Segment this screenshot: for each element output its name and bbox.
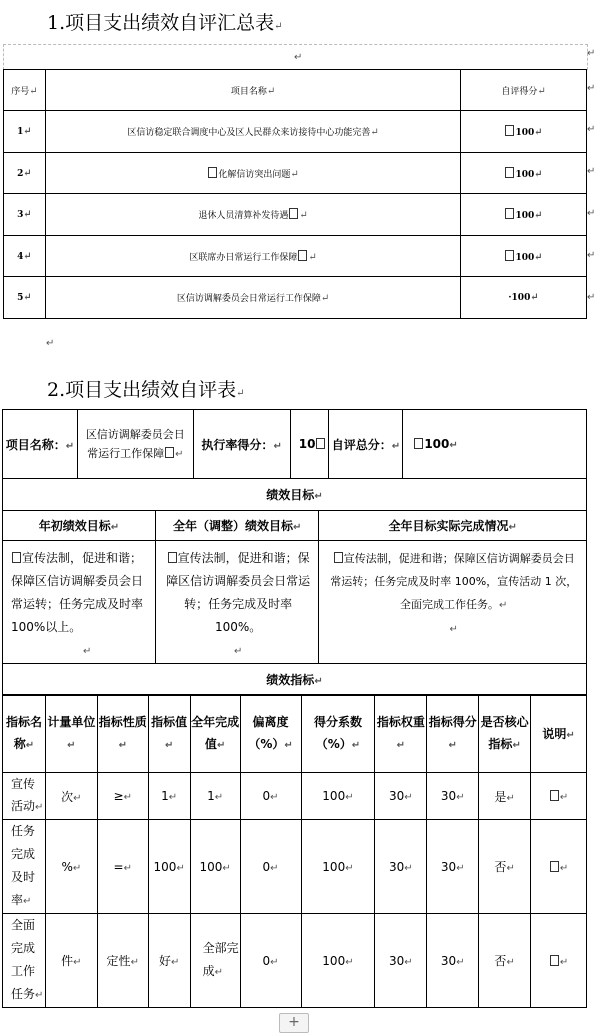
indicators-table: [2, 694, 587, 1008]
add-row-button[interactable]: +: [279, 1013, 309, 1033]
project-info-row: [3, 410, 587, 479]
exec-score-value: 10: [290, 410, 329, 479]
checkbox-icon: [550, 955, 559, 966]
project-name-value: 区信访调解委员会日常运行工作保障 ↵: [77, 410, 193, 479]
goals-content-row: [3, 541, 587, 664]
checkbox-icon: [289, 208, 298, 219]
indicator-header-row: [3, 695, 587, 773]
header-actual: 全年完成值↵: [190, 695, 240, 773]
row-end-mark: ↵: [587, 83, 595, 94]
checkbox-icon: [12, 552, 21, 563]
total-score-label: 自评总分：↵: [329, 410, 403, 479]
project-name-label: 项目名称：↵: [3, 410, 78, 479]
checkbox-icon: [316, 438, 325, 449]
table-row: 4↵ 区联席办日常运行工作保障 ↵ 100↵: [4, 236, 587, 277]
checkbox-icon: [505, 208, 514, 219]
goals-header-row: [3, 511, 587, 541]
checkbox-icon: [334, 552, 343, 563]
header-unit: 计量单位↵: [45, 695, 97, 773]
paragraph-mark: ↵: [46, 338, 55, 349]
checkbox-icon: [165, 447, 174, 458]
checkbox-icon: [168, 552, 177, 563]
table-row: 任务完成及时率↵ %↵ =↵ 100↵ 100↵ 0↵ 100↵ 30↵ 30↵ 否↵ ↵: [3, 820, 587, 914]
header-name: 项目名称↵: [45, 70, 460, 111]
row-end-mark: ↵: [587, 292, 595, 303]
header-nature: 指标性质↵: [97, 695, 148, 773]
goal-header-initial: 年初绩效目标↵: [3, 511, 156, 541]
checkbox-icon: [505, 167, 514, 178]
header-coefficient: 得分系数（%）↵: [301, 695, 375, 773]
checkbox-icon: [208, 167, 217, 178]
row-end-mark: ↵: [587, 166, 595, 177]
checkbox-icon: [505, 250, 514, 261]
header-seq: 序号↵: [4, 70, 46, 111]
row-end-mark: ↵: [587, 48, 595, 59]
self-eval-table: [2, 409, 587, 696]
summary-table: [3, 69, 587, 319]
table-row: 5↵ 区信访调解委员会日常运行工作保障↵ ·100↵: [4, 277, 587, 319]
checkbox-icon: [505, 125, 514, 136]
table-row: 宣传活动↵ 次↵ ≥↵ 1↵ 1↵ 0↵ 100↵ 30↵ 30↵ 是↵ ↵: [3, 773, 587, 820]
header-deviation: 偏离度（%）↵: [240, 695, 301, 773]
row-end-mark: ↵: [587, 124, 595, 135]
header-target: 指标值↵: [148, 695, 190, 773]
goal-header-adjusted: 全年（调整）绩效目标↵: [155, 511, 319, 541]
header-score: 指标得分↵: [427, 695, 479, 773]
header-note: 说明↵: [531, 695, 587, 773]
paragraph-frame: ↵: [3, 44, 588, 70]
exec-score-label: 执行率得分：↵: [193, 410, 290, 479]
indicators-title: 绩效指标↵: [3, 664, 587, 696]
header-core: 是否核心指标↵: [479, 695, 531, 773]
checkbox-icon: [298, 250, 307, 261]
goals-title: 绩效目标↵: [3, 479, 587, 511]
checkbox-icon: [550, 790, 559, 801]
checkbox-icon: [550, 861, 559, 872]
section-1-title: 1.项目支出绩效自评汇总表↵: [47, 12, 283, 34]
header-score: 自评得分↵: [461, 70, 587, 111]
goal-text-initial: 宣传法制，促进和谐；保障区信访调解委员会日常运转；任务完成及时率 100%以上。 ↵: [3, 541, 156, 664]
row-end-mark: ↵: [587, 208, 595, 219]
row-end-mark: ↵: [587, 250, 595, 261]
total-score-value: 100↵: [403, 410, 587, 479]
goal-text-actual: 宣传法制，促进和谐；保障区信访调解委员会日常运转；任务完成及时率 100%，宣传活动 1 次，全面完成工作任务。↵ ↵: [319, 541, 587, 664]
checkbox-icon: [414, 438, 423, 449]
table-row: 2↵ 化解信访突出问题↵ 100↵: [4, 153, 587, 194]
header-weight: 指标权重↵: [375, 695, 427, 773]
section-2-title: 2.项目支出绩效自评表↵: [47, 379, 245, 401]
table-row: 3↵ 退休人员清算补发待遇 ↵ 100↵: [4, 194, 587, 236]
table-row: 全面完成工作任务↵ 件↵ 定性↵ 好↵ 全部完成↵ 0↵ 100↵ 30↵ 30↵ 否↵ ↵: [3, 914, 587, 1008]
table-row: 1↵ 区信访稳定联合调度中心及区人民群众来访接待中心功能完善↵ 100↵: [4, 111, 587, 153]
header-indicator-name: 指标名称↵: [3, 695, 46, 773]
goal-text-adjusted: 宣传法制，促进和谐；保障区信访调解委员会日常运转；任务完成及时率 100%。 ↵: [155, 541, 319, 664]
goal-header-actual: 全年目标实际完成情况↵: [319, 511, 587, 541]
summary-header-row: [4, 70, 587, 111]
